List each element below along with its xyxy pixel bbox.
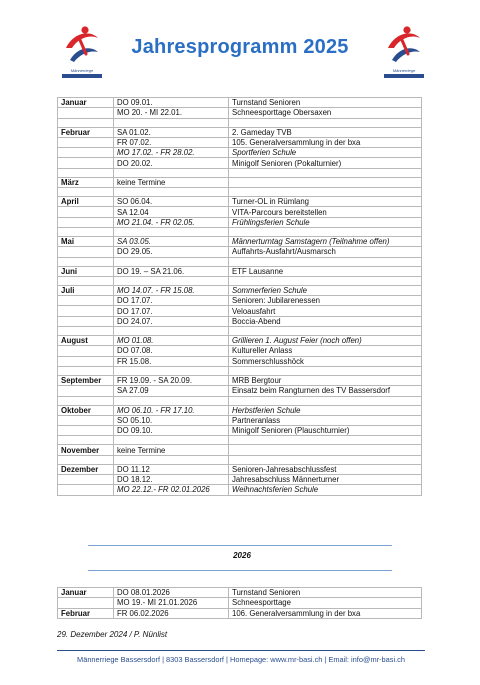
club-logo-right [382,24,426,80]
date-cell: FR 07.02. [114,137,229,147]
event-cell: ETF Lausanne [229,266,422,276]
date-cell: DO 07.08. [114,346,229,356]
divider-top [88,545,392,546]
table-row [58,588,422,598]
month-cell: Februar [58,608,114,618]
spacer-cell [229,188,422,197]
date-cell: FR 15.08. [114,356,229,366]
table-row [58,356,422,366]
event-cell: Minigolf Senioren (Plauschturnier) [229,426,422,436]
table-row [58,108,422,118]
month-cell: April [58,197,114,207]
spacer-cell [58,396,114,405]
date-cell: DO 08.01.2026 [114,588,229,598]
event-cell: Boccia-Abend [229,316,422,326]
spacer-cell [229,168,422,177]
event-cell: 2. Gameday TVB [229,127,422,137]
event-cell: Sportferien Schule [229,148,422,158]
event-cell: Senioren: Jubilarenessen [229,296,422,306]
date-cell: DO 09.01. [114,98,229,108]
spacer-cell [114,396,229,405]
event-cell: MRB Bergtour [229,375,422,385]
table-row [58,217,422,227]
event-cell: Turner-OL in Rümlang [229,197,422,207]
table-row [58,285,422,295]
month-cell: Dezember [58,464,114,474]
month-cell [58,475,114,485]
month-cell: Juni [58,266,114,276]
month-cell [58,296,114,306]
month-cell [58,426,114,436]
event-cell: Schneesporttage Obersaxen [229,108,422,118]
spacer-cell [229,436,422,445]
date-cell: keine Termine [114,177,229,187]
event-cell: 106. Generalversammlung in der bxa [229,608,422,618]
spacer-cell [58,168,114,177]
table-row [58,415,422,425]
table-row [58,336,422,346]
event-cell: Minigolf Senioren (Pokalturnier) [229,158,422,168]
event-cell: Weihnachtsferien Schule [229,485,422,495]
program-2025-table [57,97,422,496]
month-cell [58,386,114,396]
spacer-row [58,327,422,336]
spacer-cell [229,366,422,375]
month-cell [58,598,114,608]
spacer-cell [114,327,229,336]
event-cell: Turnstand Senioren [229,98,422,108]
month-cell [58,217,114,227]
gymnast-logo-icon [382,24,426,68]
date-cell: DO 18.12. [114,475,229,485]
month-cell: Januar [58,588,114,598]
table-row [58,464,422,474]
spacer-cell [114,366,229,375]
table-row [58,137,422,147]
month-cell [58,356,114,366]
spacer-cell [58,188,114,197]
table-row [58,405,422,415]
spacer-cell [58,455,114,464]
event-cell: Sommerferien Schule [229,285,422,295]
event-cell: Jahresabschluss Männerturner [229,475,422,485]
spacer-cell [114,188,229,197]
table-row [58,608,422,618]
logo-caption: Männerriege [70,68,94,73]
spacer-cell [114,276,229,285]
date-cell: MO 06.10. - FR 17.10. [114,405,229,415]
spacer-row [58,168,422,177]
date-cell: DO 24.07. [114,316,229,326]
date-cell: MO 01.08. [114,336,229,346]
program-2026-table [57,587,422,619]
date-cell: DO 20.02. [114,158,229,168]
event-cell: Veloausfahrt [229,306,422,316]
spacer-cell [229,276,422,285]
spacer-cell [58,227,114,236]
table-row [58,98,422,108]
date-cell: MO 17.02. - FR 28.02. [114,148,229,158]
month-cell: August [58,336,114,346]
date-cell: DO 17.07. [114,306,229,316]
month-cell [58,108,114,118]
month-cell: Oktober [58,405,114,415]
spacer-row [58,436,422,445]
spacer-row [58,227,422,236]
table-row [58,127,422,137]
date-cell: MO 21.04. - FR 02.05. [114,217,229,227]
table-row [58,197,422,207]
month-cell: März [58,177,114,187]
table-row [58,158,422,168]
table-row [58,236,422,246]
logo-band [62,74,102,78]
spacer-cell [114,455,229,464]
date-cell: SO 06.04. [114,197,229,207]
spacer-cell [114,168,229,177]
spacer-cell [229,257,422,266]
spacer-cell [58,257,114,266]
year-2026-label: 2026 [233,551,251,560]
table-row [58,475,422,485]
event-cell: Auffahrts-Ausfahrt/Ausmarsch [229,247,422,257]
spacer-cell [229,327,422,336]
date-cell: MO 19.- MI 21.01.2026 [114,598,229,608]
month-cell: Juli [58,285,114,295]
event-cell [229,445,422,455]
spacer-row [58,188,422,197]
spacer-cell [114,118,229,127]
month-cell [58,207,114,217]
event-cell: VITA-Parcours bereitstellen [229,207,422,217]
table-row [58,386,422,396]
table-row [58,485,422,495]
month-cell [58,415,114,425]
spacer-cell [58,327,114,336]
event-cell: 105. Generalversammlung in der bxa [229,137,422,147]
event-cell: Einsatz beim Rangturnen des TV Bassersdorf [229,386,422,396]
event-cell: Partneranlass [229,415,422,425]
table-row [58,445,422,455]
date-cell: SA 12.04 [114,207,229,217]
footer-rule [57,650,425,651]
event-cell: Herbstferien Schule [229,405,422,415]
date-cell: SA 01.02. [114,127,229,137]
spacer-cell [229,227,422,236]
table-row [58,177,422,187]
date-cell: MO 14.07. - FR 15.08. [114,285,229,295]
spacer-cell [114,257,229,266]
divider-bottom [88,570,392,571]
page-title: Jahresprogramm 2025 [131,36,349,58]
table-row [58,296,422,306]
date-cell: SO 05.10. [114,415,229,425]
spacer-row [58,396,422,405]
spacer-row [58,276,422,285]
table-row [58,247,422,257]
event-cell: Männerturntag Samstagern (Teilnahme offen) [229,236,422,246]
table-row [58,148,422,158]
date-cell: FR 19.09. - SA 20.09. [114,375,229,385]
date-cell: DO 11.12 [114,464,229,474]
date-cell: MO 20. - MI 22.01. [114,108,229,118]
month-cell [58,316,114,326]
spacer-row [58,455,422,464]
event-cell [229,177,422,187]
event-cell: Senioren-Jahresabschlussfest [229,464,422,474]
spacer-cell [58,366,114,375]
spacer-cell [229,118,422,127]
spacer-cell [114,436,229,445]
event-cell: Kultureller Anlass [229,346,422,356]
month-cell [58,148,114,158]
month-cell: Mai [58,236,114,246]
month-cell: Januar [58,98,114,108]
table-row [58,426,422,436]
event-cell: Grillieren 1. August Feier (noch offen) [229,336,422,346]
table-row [58,266,422,276]
date-cell: keine Termine [114,445,229,455]
event-cell: Turnstand Senioren [229,588,422,598]
table-row [58,306,422,316]
logo-band [384,74,424,78]
spacer-cell [58,276,114,285]
spacer-row [58,257,422,266]
date-cell: FR 06.02.2026 [114,608,229,618]
spacer-row [58,118,422,127]
spacer-cell [58,436,114,445]
spacer-row [58,366,422,375]
spacer-cell [114,227,229,236]
spacer-cell [58,118,114,127]
date-cell: DO 19. – SA 21.06. [114,266,229,276]
month-cell [58,346,114,356]
table-row [58,346,422,356]
event-cell: Frühlingsferien Schule [229,217,422,227]
date-author-note: 29. Dezember 2024 / P. Nünlist [57,630,168,639]
date-cell: DO 17.07. [114,296,229,306]
logo-caption: Männerriege [392,68,416,73]
month-cell [58,137,114,147]
footer-contact: Männerriege Bassersdorf | 8303 Bassersdorf | Homepage: www.mr-basi.ch | Email: info@mr-basi.ch [77,655,405,664]
table-row [58,207,422,217]
date-cell: SA 27.09 [114,386,229,396]
event-cell: Schneesporttage [229,598,422,608]
spacer-cell [229,396,422,405]
spacer-cell [229,455,422,464]
table-row [58,375,422,385]
table-row [58,316,422,326]
table-row [58,598,422,608]
event-cell: Sommerschlusshöck [229,356,422,366]
month-cell [58,247,114,257]
date-cell: SA 03.05. [114,236,229,246]
month-cell [58,306,114,316]
month-cell [58,158,114,168]
date-cell: MO 22.12.- FR 02.01.2026 [114,485,229,495]
date-cell: DO 29.05. [114,247,229,257]
date-cell: DO 09.10. [114,426,229,436]
month-cell [58,485,114,495]
month-cell: Februar [58,127,114,137]
month-cell: November [58,445,114,455]
month-cell: September [58,375,114,385]
